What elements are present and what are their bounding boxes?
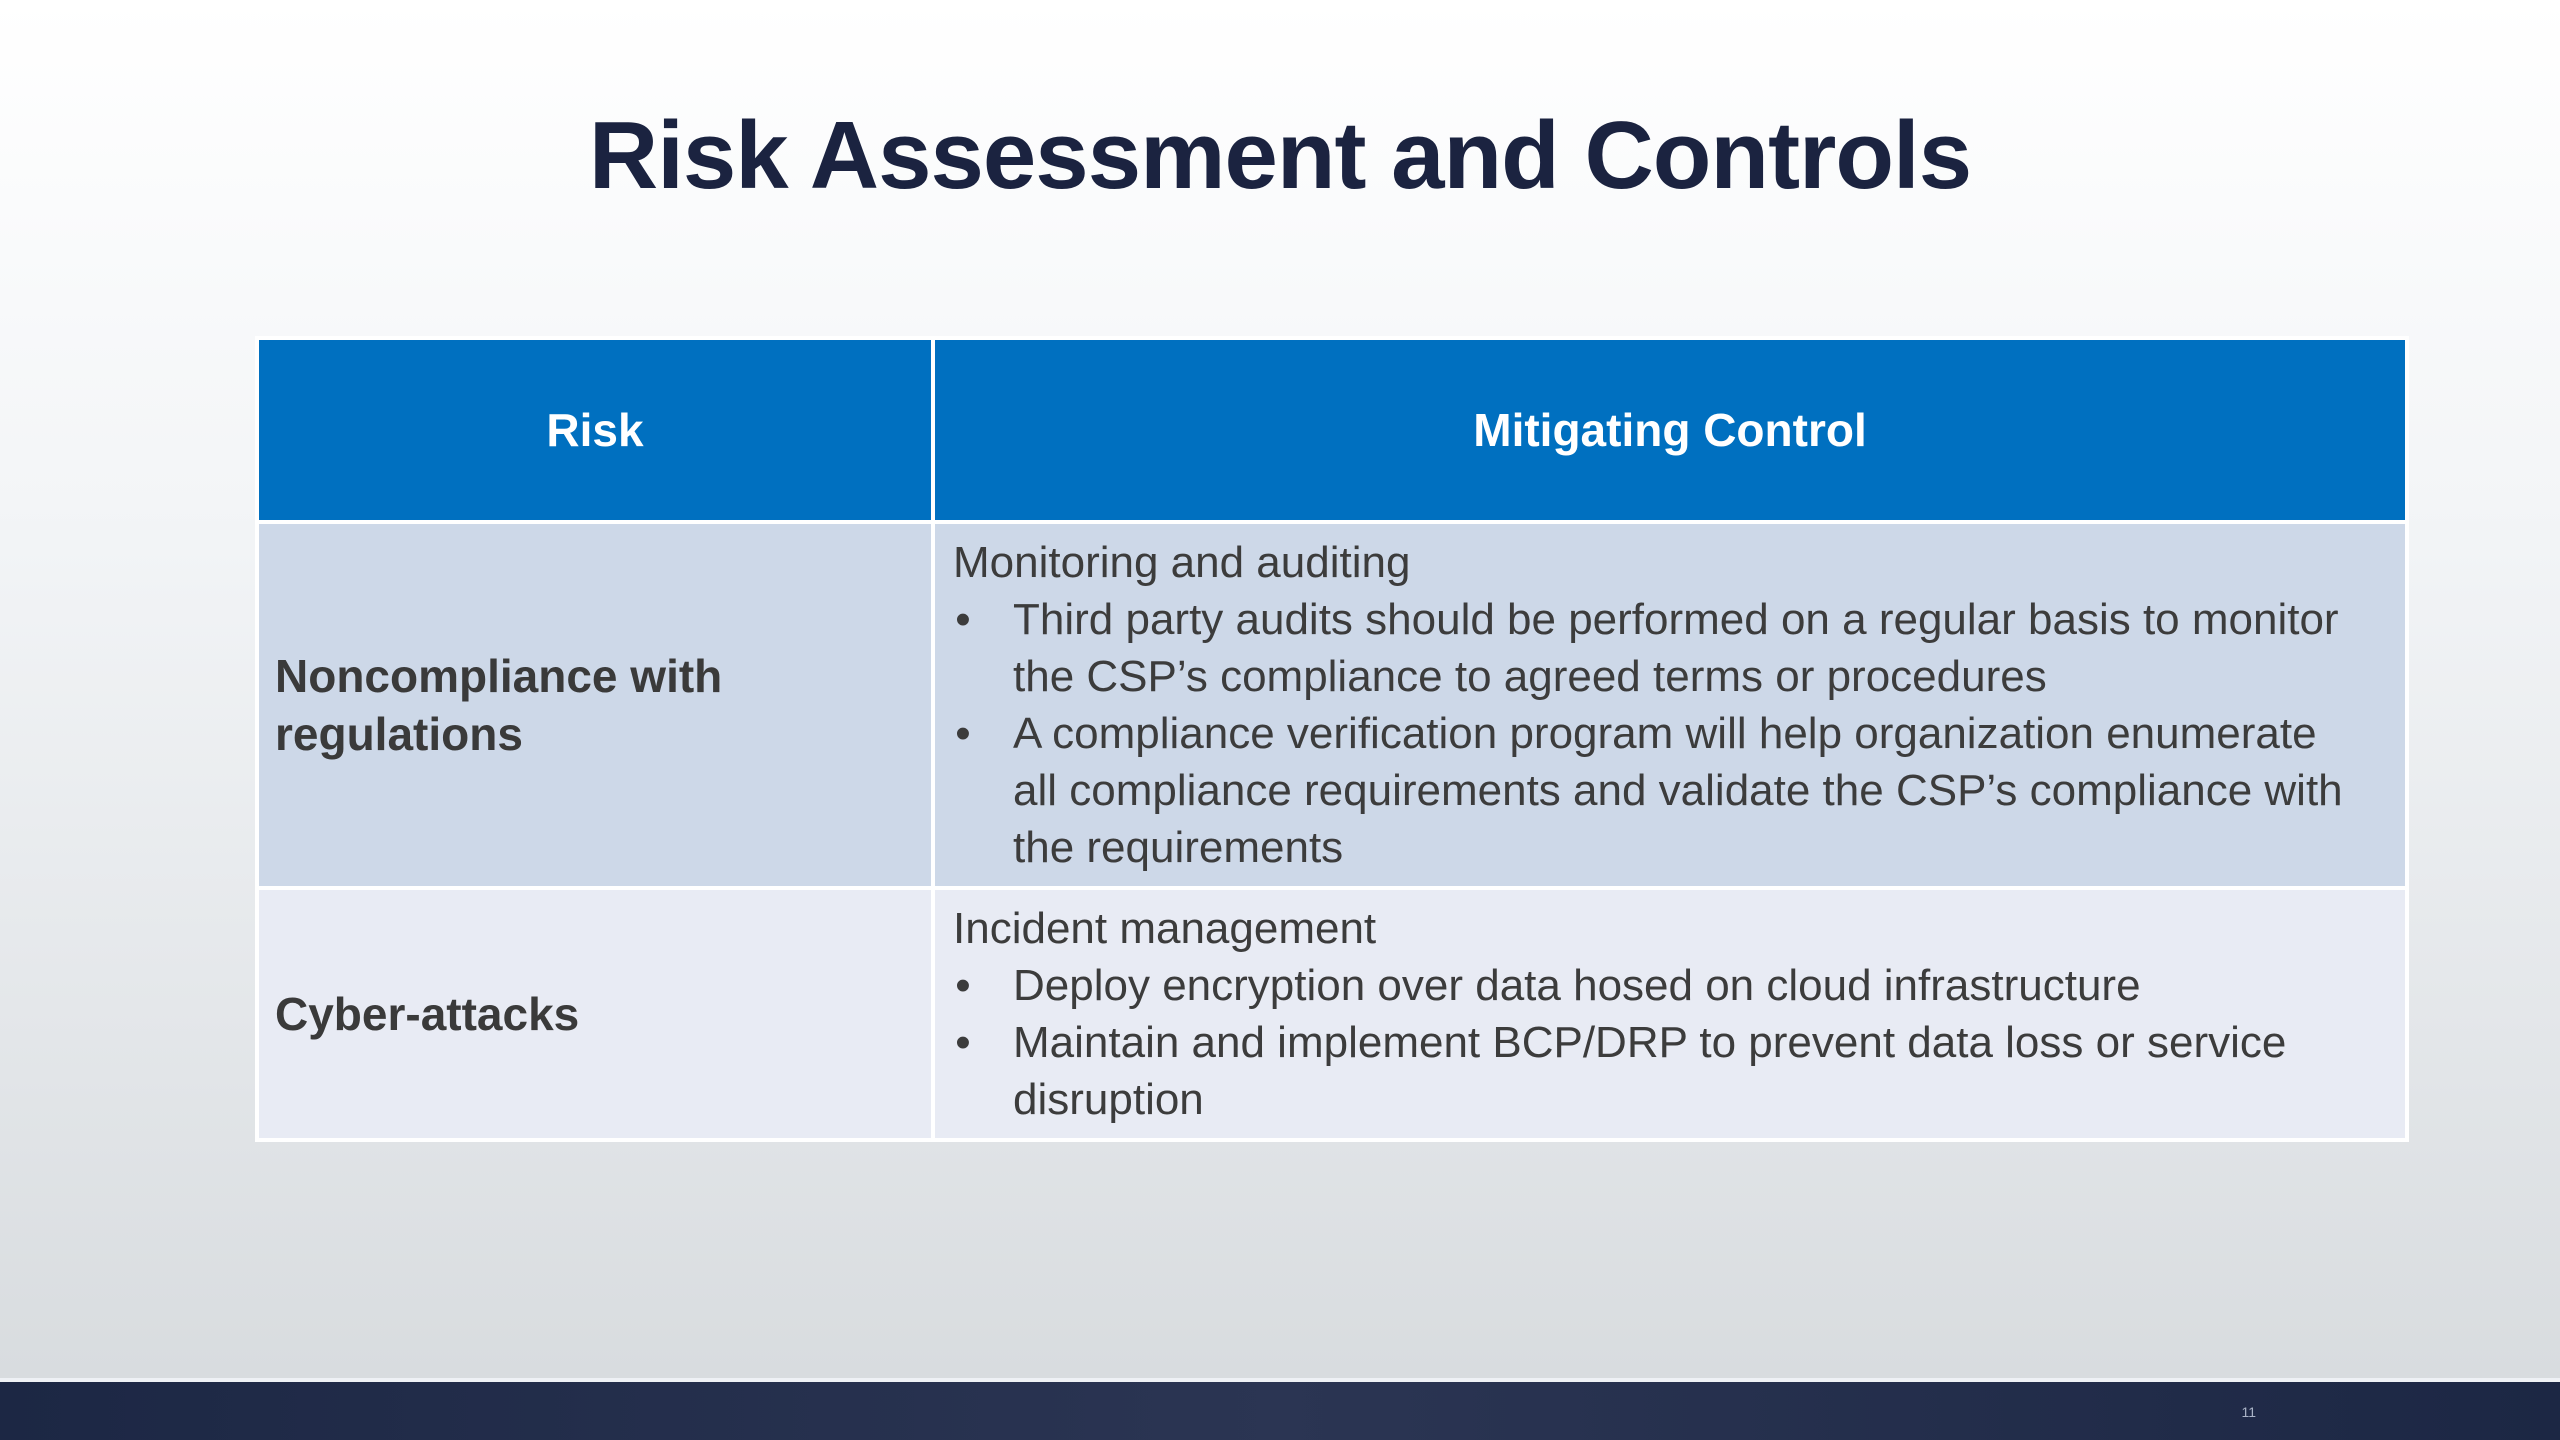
table-row — [257, 522, 2407, 888]
bullet-text: Maintain and implement BCP/DRP to prevent data loss or service disruption — [1013, 1018, 2287, 1124]
control-heading: Monitoring and auditing — [953, 538, 1411, 587]
page-number: 11 — [2241, 1404, 2256, 1420]
column-header-mitigating-control: Mitigating Control — [933, 338, 2407, 522]
risk-controls-table — [255, 336, 2409, 1142]
control-bullet-list — [953, 591, 2365, 876]
table-header-row — [257, 338, 2407, 522]
control-bullet-list — [953, 957, 2365, 1128]
bullet-icon: • — [955, 961, 971, 1010]
footer-bar — [0, 1378, 2560, 1440]
control-heading: Incident management — [953, 904, 1377, 953]
slide-title: Risk Assessment and Controls — [588, 102, 1972, 209]
bullet-icon: • — [955, 595, 971, 644]
bullet-text: A compliance verification program will help organization enumerate all compliance requirements and validate the CSP’s compliance with the requirements — [1013, 709, 2343, 872]
control-cell — [933, 522, 2407, 888]
bullet-icon: • — [955, 709, 971, 758]
list-item — [953, 1014, 2365, 1128]
column-header-risk: Risk — [257, 338, 933, 522]
bullet-text: Third party audits should be performed on a regular basis to monitor the CSP’s compliance to agreed terms or procedures — [1013, 595, 2339, 701]
list-item — [953, 591, 2365, 705]
bullet-text: Deploy encryption over data hosed on cloud infrastructure — [1013, 961, 2141, 1010]
risk-cell: Cyber-attacks — [257, 888, 933, 1140]
bullet-icon: • — [955, 1018, 971, 1067]
table-row — [257, 888, 2407, 1140]
list-item — [953, 957, 2365, 1014]
list-item — [953, 705, 2365, 876]
risk-cell: Noncompliance with regulations — [257, 522, 933, 888]
control-cell — [933, 888, 2407, 1140]
